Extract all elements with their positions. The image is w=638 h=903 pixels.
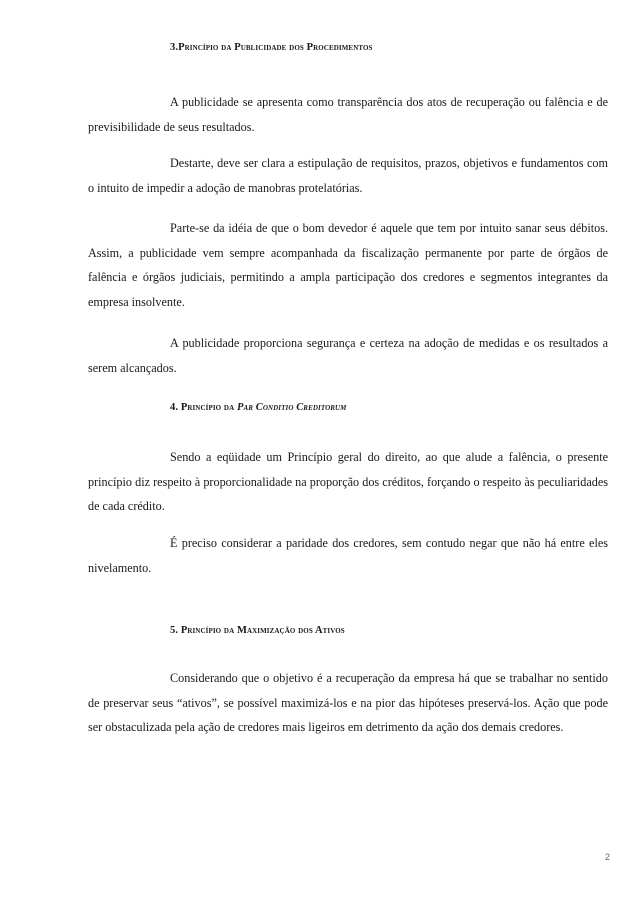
paragraph: Parte-se da idéia de que o bom devedor é aquele que tem por intuito sanar seus débitos. Assim, a publicidade vem sempre acompanhada da fiscalização permanente por parte de órgãos de falência e órgãos judiciais, permitindo a ampla participação dos credores e segmentos integrantes da empresa insolvente. xyxy=(88,221,608,309)
section-number: 4. xyxy=(170,402,181,413)
section-title: Princípio da Maximização dos Ativos xyxy=(180,625,345,636)
section-title: Princípio da xyxy=(180,402,237,413)
section-number: 3. xyxy=(170,42,179,53)
section-heading-4 xyxy=(170,402,346,413)
paragraph: Destarte, deve ser clara a estipulação de requisitos, prazos, objetivos e fundamentos com o intuito de impedir a adoção de manobras protelatórias. xyxy=(88,156,608,195)
paragraph: A publicidade se apresenta como transparência dos atos de recuperação ou falência e de previsibilidade de seus resultados. xyxy=(88,95,608,134)
paragraph: Sendo a eqüidade um Princípio geral do direito, ao que alude a falência, o presente princípio diz respeito à proporcionalidade na proporção dos créditos, forçando o respeito às peculiaridades de cada crédito. xyxy=(88,450,608,514)
section-title-latin: Par Conditio Creditorum xyxy=(236,402,347,413)
paragraph: Considerando que o objetivo é a recuperação da empresa há que se trabalhar no sentido de preservar seus “ativos”, se possível maximizá-los e na pior das hipóteses preservá-los. Ação que pode ser obstaculizada pela ação de credores mais ligeiros em detrimento da ação dos demais credores. xyxy=(88,671,608,735)
page-number: 2 xyxy=(604,852,610,862)
section-title: Princípio da Publicidade dos Procedimentos xyxy=(178,42,373,53)
paragraph: É preciso considerar a paridade dos credores, sem contudo negar que não há entre eles nivelamento. xyxy=(88,536,608,575)
section-heading-3 xyxy=(170,42,373,53)
paragraph: A publicidade proporciona segurança e certeza na adoção de medidas e os resultados a serem alcançados. xyxy=(88,336,608,375)
section-number: 5. xyxy=(170,625,181,636)
section-heading-5 xyxy=(170,625,345,636)
